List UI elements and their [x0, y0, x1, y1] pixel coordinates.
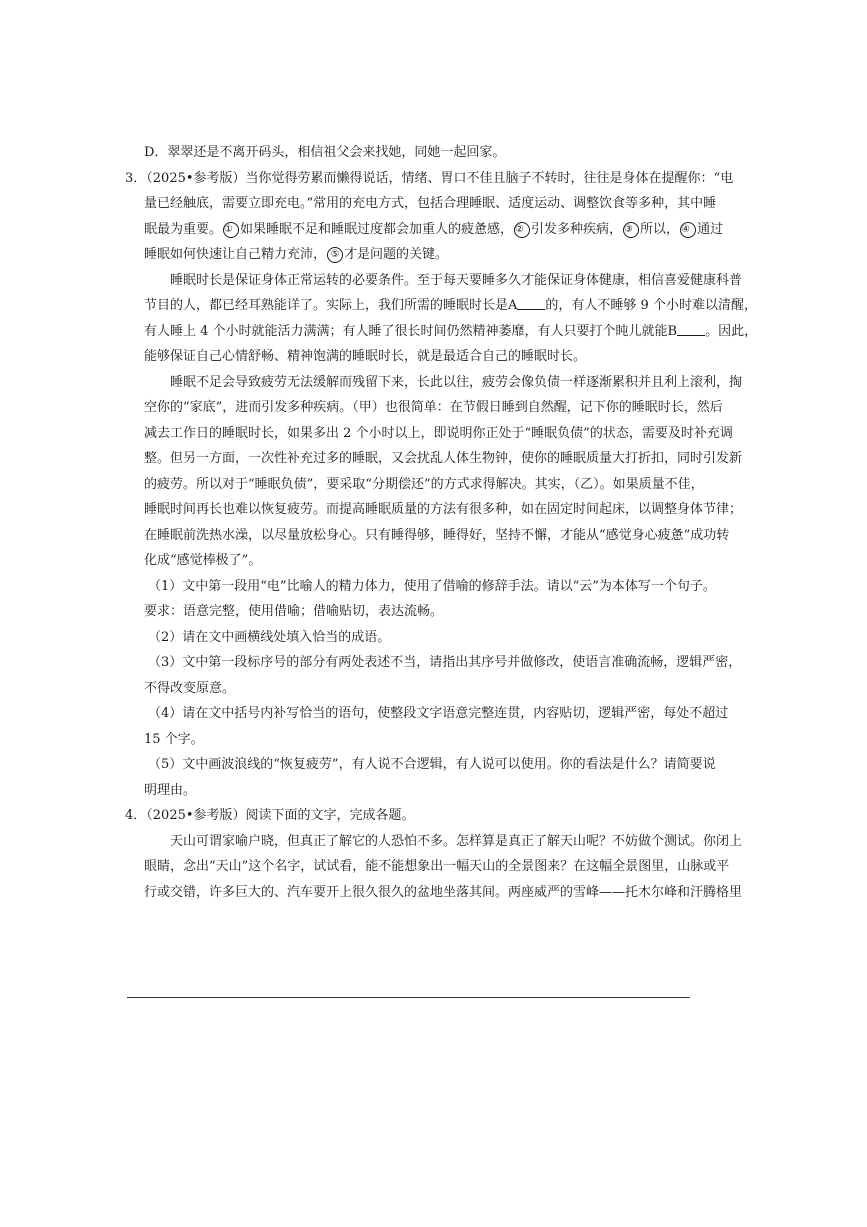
passage-paragraph-2: 睡眠不足会导致疲劳无法缓解而残留下来，长此以往，疲劳会像负债一样逐渐累积并且利上滚利，掏: [170, 374, 743, 390]
sub-question-1-line: 要求：语意完整，使用借喻；借喻贴切，表达流畅。: [144, 604, 444, 619]
sub-question-5: （5）文中画波浪线的“恢复疲劳”，有人说不合逻辑，有人说可以使用。你的看法是什么？请简要说: [148, 757, 716, 772]
question-number: 3．: [125, 170, 147, 186]
exam-page: [125, 140, 758, 905]
passage-line: 在睡眠前洗热水澡，以尽量放松身心。只有睡得够，睡得好，坚持不懈，才能从“感觉身心疲惫”成功转: [144, 527, 730, 543]
question-3-stem-line: 睡眠如何快速让自己精力充沛， ⑤ 才是问题的关键。: [144, 247, 449, 262]
sub-question-3-line: 不得改变原意。: [144, 680, 236, 696]
question-4-stem: 4．（2025•参考版）阅读下面的文字，完成各题。: [125, 808, 415, 823]
question-number: 4．: [125, 808, 147, 823]
passage-line: 能够保证自己心情舒畅、精神饱满的睡眠时长，就是最适合自己的睡眠时长。: [144, 349, 587, 364]
question-3-stem-line: 量已经触底，需要立即充电。”常用的充电方式，包括合理睡眠、适度运动、调整饮食等多种，其中睡: [144, 196, 717, 211]
question-source: （2025•参考版）: [146, 808, 246, 823]
sub-question-3: （3）文中第一段标序号的部分有两处表述不当，请指出其序号并做修改，使语言准确流畅，逻辑严密，: [148, 655, 742, 670]
passage-line: 减去工作日的睡眠时长，如果多出 2 个小时以上，即说明你正处于“睡眠负债”的状态，需要及时补充调: [144, 425, 733, 441]
passage-line: 空你的“家底”，进而引发多种疾病。（甲）也很简单：在节假日睡到自然醒，记下你的睡眠时长，然后: [144, 400, 723, 415]
circled-number-5-icon: ⑤: [327, 247, 343, 263]
question-source: （2025•参考版）: [146, 170, 246, 186]
footer-divider: [127, 997, 690, 998]
question-3-stem-line: 眠最为重要。 ① 如果睡眠不足和睡眠过度都会加重人的疲惫感， ② 引发多种疾病， ③ 所以， ④ 通过: [144, 221, 724, 237]
circled-number-2-icon: ②: [514, 222, 530, 238]
circled-number-1-icon: ①: [223, 222, 239, 238]
blank-a-label: A: [508, 298, 518, 313]
blank-b-label: B: [667, 323, 678, 339]
passage-line: 化成“感觉棒极了”。: [144, 553, 262, 568]
passage-line: 有人睡上 4 个小时就能活力满满；有人睡了很长时间仍然精神萎靡，有人只要打个盹儿就能B 。因此，: [144, 323, 758, 339]
fill-blank-a: [517, 297, 545, 310]
sub-question-4: （4）请在文中括号内补写恰当的语句，使整段文字语意完整连贯，内容贴切，逻辑严密，每处不超过: [148, 706, 729, 721]
sub-question-5-line: 明理由。: [144, 782, 197, 798]
sub-question-4-line: 15 个字。: [144, 731, 204, 747]
passage-line: 节目的人，都已经耳熟能详了。实际上，我们所需的睡眠时长是A 的，有人不睡够 9 个小时难以清醒，: [144, 298, 757, 313]
passage-line: 整。但另一方面，一次性补充过多的睡眠，又会扰乱人体生物钟，使你的睡眠质量大打折扣，同时引发新: [144, 451, 743, 466]
question-3-stem: 3．（2025•参考版）当你觉得劳累而懒得说话，情绪、胃口不佳且脑子不转时，往往是身体在提醒你：“电: [125, 170, 734, 186]
sub-question-2: （2）请在文中画横线处填入恰当的成语。: [148, 629, 391, 645]
passage-paragraph-q4: 天山可谓家喻户晓，但真正了解它的人恐怕不多。怎样算是真正了解天山呢？不妨做个测试。你闭上: [170, 833, 743, 849]
passage-line: 眼睛，念出“天山”这个名字，试试看，能不能想象出一幅天山的全景图来？在这幅全景图里，山脉或平: [144, 859, 730, 874]
passage-paragraph-1: 睡眠时长是保证身体正常运转的必要条件。至于每天要睡多久才能保证身体健康，相信喜爱健康科普: [170, 272, 743, 288]
passage-line: 行或交错，许多巨大的、汽车要开上很久很久的盆地坐落其间。两座威严的雪峰——托木尔峰和汗腾格里: [144, 884, 743, 900]
fill-blank-b: [677, 323, 705, 336]
passage-line: 睡眠时间再长也难以恢复疲劳。而提高睡眠质量的方法有很多种，如在固定时间起床，以调整身体节律；: [144, 502, 743, 517]
option-d: D．翠翠还是不离开码头，相信祖父会来找她，同她一起回家。: [144, 145, 506, 160]
passage-line: 的疲劳。所以对于“睡眠负债”，要采取“分期偿还”的方式求得解决。其实，（乙）。如果质量不佳，: [144, 476, 704, 492]
circled-number-4-icon: ④: [680, 222, 696, 238]
sub-question-1: （1）文中第一段用“电”比喻人的精力体力，使用了借喻的修辞手法。请以“云”为本体写一个句子。: [148, 578, 716, 594]
circled-number-3-icon: ③: [623, 222, 639, 238]
